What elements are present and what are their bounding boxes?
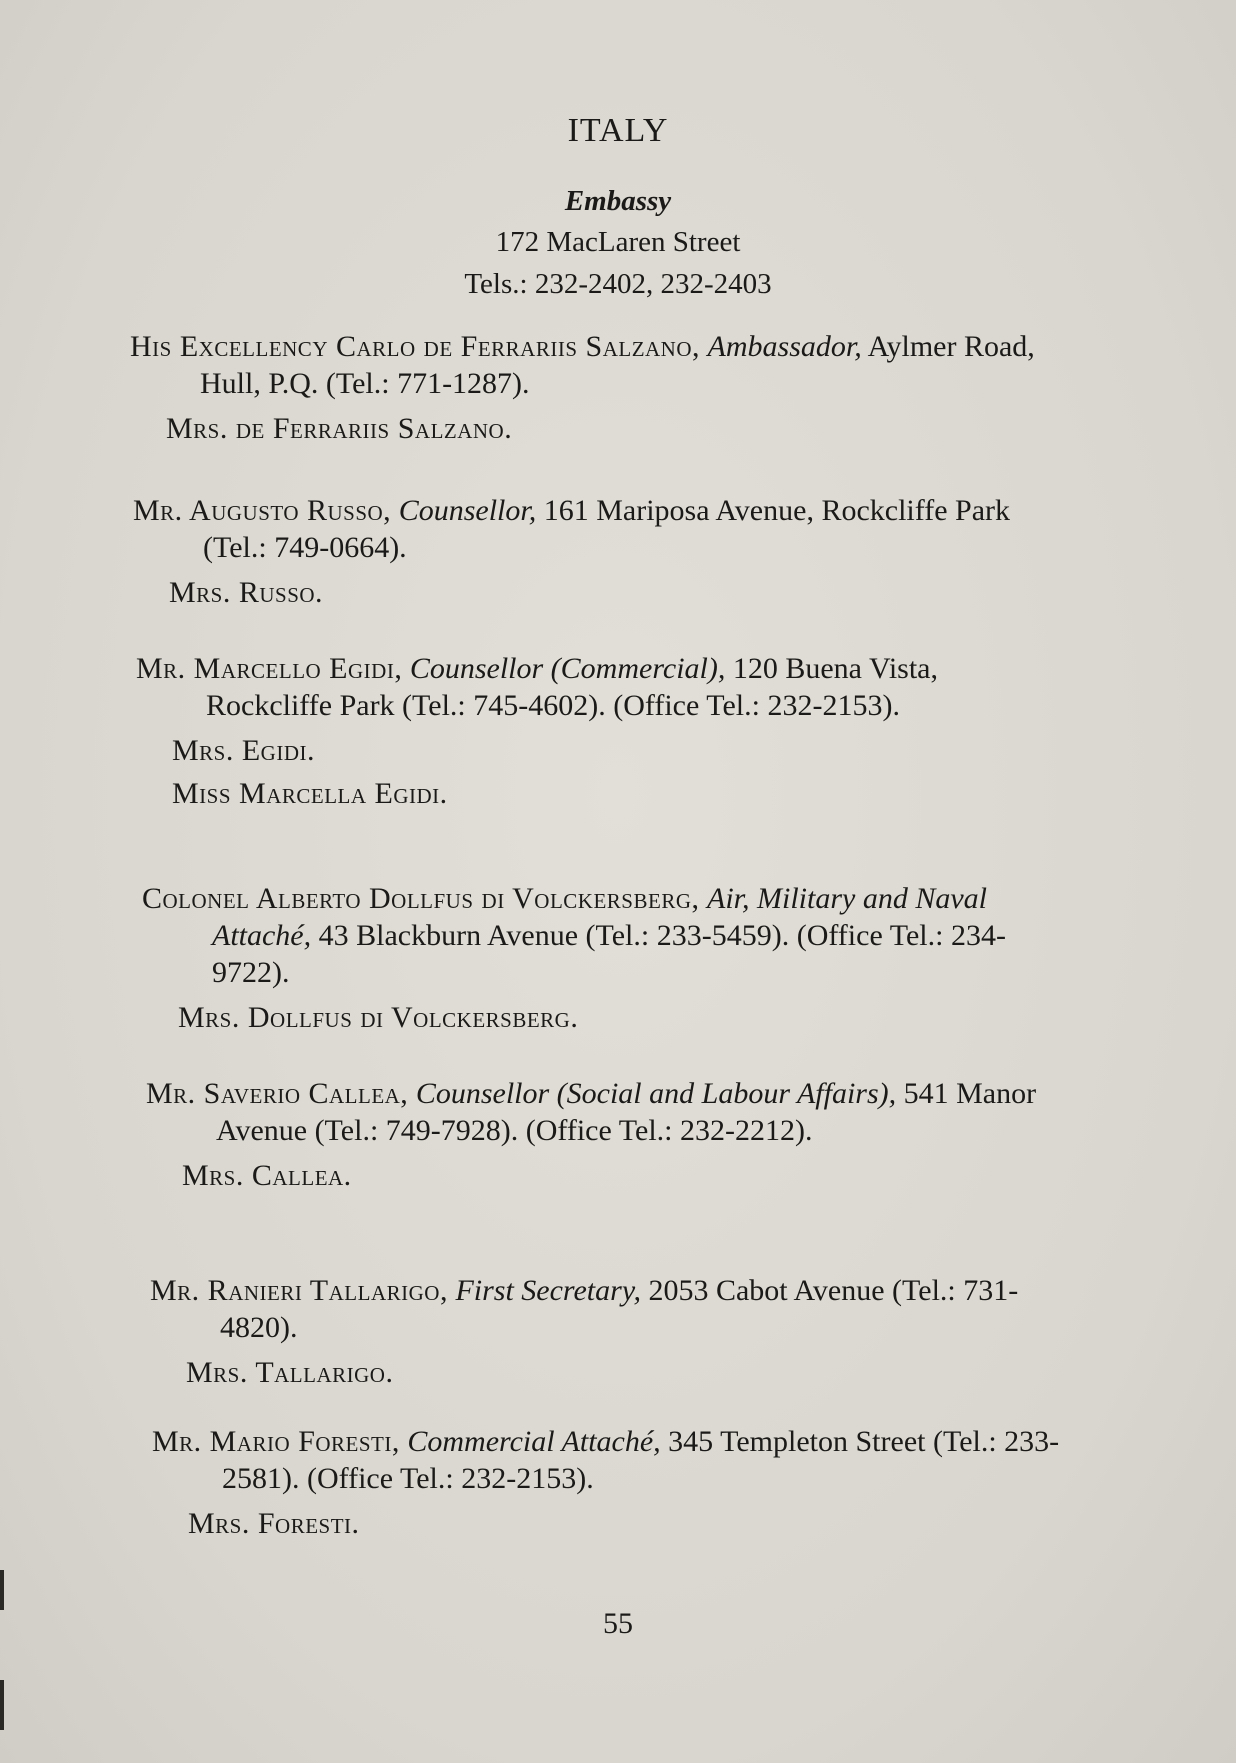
staff-entry [146,1075,1076,1194]
staff-entry-text [136,650,1066,724]
staff-title: Ambassador, [707,330,862,363]
embassy-label: Embassy [564,185,672,217]
staff-details: 541 Manor Avenue (Tel.: 749-7928). (Office Tel.: 232-2212). [216,1077,1037,1147]
staff-details: 345 Templeton Street (Tel.: 233-2581). (Office Tel.: 232-2153). [222,1425,1060,1495]
staff-entry [130,328,1060,447]
binding-edge-mark [0,1680,4,1730]
spouse-name: Mrs. Egidi. [172,734,316,767]
staff-name: Colonel Alberto Dollfus di Volckersberg, [142,882,700,915]
staff-name: Mr. Augusto Russo, [133,494,392,527]
staff-details: 43 Blackburn Avenue (Tel.: 233-5459). (Office Tel.: 234-9722). [212,919,1006,989]
staff-details: Aylmer Road, Hull, P.Q. (Tel.: 771-1287). [200,330,1035,400]
staff-entry [150,1272,1080,1391]
staff-details: 161 Mariposa Avenue, Rockcliffe Park (Tel.: 749-0664). [203,494,1010,564]
embassy-telephones: Tels.: 232-2402, 232-2403 [464,268,772,300]
staff-title: Counsellor (Commercial), [409,652,726,685]
family-member-name: Miss Marcella Egidi. [172,777,448,810]
spouse-name: Mrs. Tallarigo. [186,1356,394,1389]
staff-details: 2053 Cabot Avenue (Tel.: 731-4820). [220,1274,1019,1344]
country-heading: ITALY [567,112,669,149]
spouse-name: Mrs. Russo. [169,576,324,609]
staff-title: Counsellor (Social and Labour Affairs), [415,1077,897,1110]
staff-entry [133,492,1063,611]
staff-title: Air, Military and Naval Attaché, [212,882,987,952]
binding-edge-mark [0,1570,4,1610]
staff-name: Mr. Marcello Egidi, [136,652,403,685]
staff-name: Mr. Saverio Callea, [146,1077,409,1110]
staff-entry-text [146,1075,1076,1149]
staff-name: Mr. Mario Foresti, [152,1425,400,1458]
staff-entry-text [142,880,1072,991]
staff-entry [136,650,1066,812]
embassy-address: 172 MacLaren Street [495,226,741,258]
spouse-name: Mrs. Callea. [182,1159,352,1192]
staff-name: His Excellency Carlo de Ferrariis Salzano, [130,330,701,363]
staff-entry-text [130,328,1060,402]
staff-details: 120 Buena Vista, Rockcliffe Park (Tel.: 745-4602). (Office Tel.: 232-2153). [206,652,938,722]
staff-name: Mr. Ranieri Tallarigo, [150,1274,448,1307]
staff-title: Commercial Attaché, [407,1425,661,1458]
spouse-name: Mrs. Dollfus di Volckersberg. [178,1001,579,1034]
staff-entry-text [152,1423,1082,1497]
staff-title: Counsellor, [398,494,537,527]
page-number: 55 [603,1607,633,1640]
staff-entry-text [133,492,1063,566]
spouse-name: Mrs. de Ferrariis Salzano. [166,412,513,445]
staff-entry [142,880,1072,1036]
staff-entry [152,1423,1082,1542]
staff-title: First Secretary, [455,1274,641,1307]
spouse-name: Mrs. Foresti. [188,1507,360,1540]
staff-entry-text [150,1272,1080,1346]
